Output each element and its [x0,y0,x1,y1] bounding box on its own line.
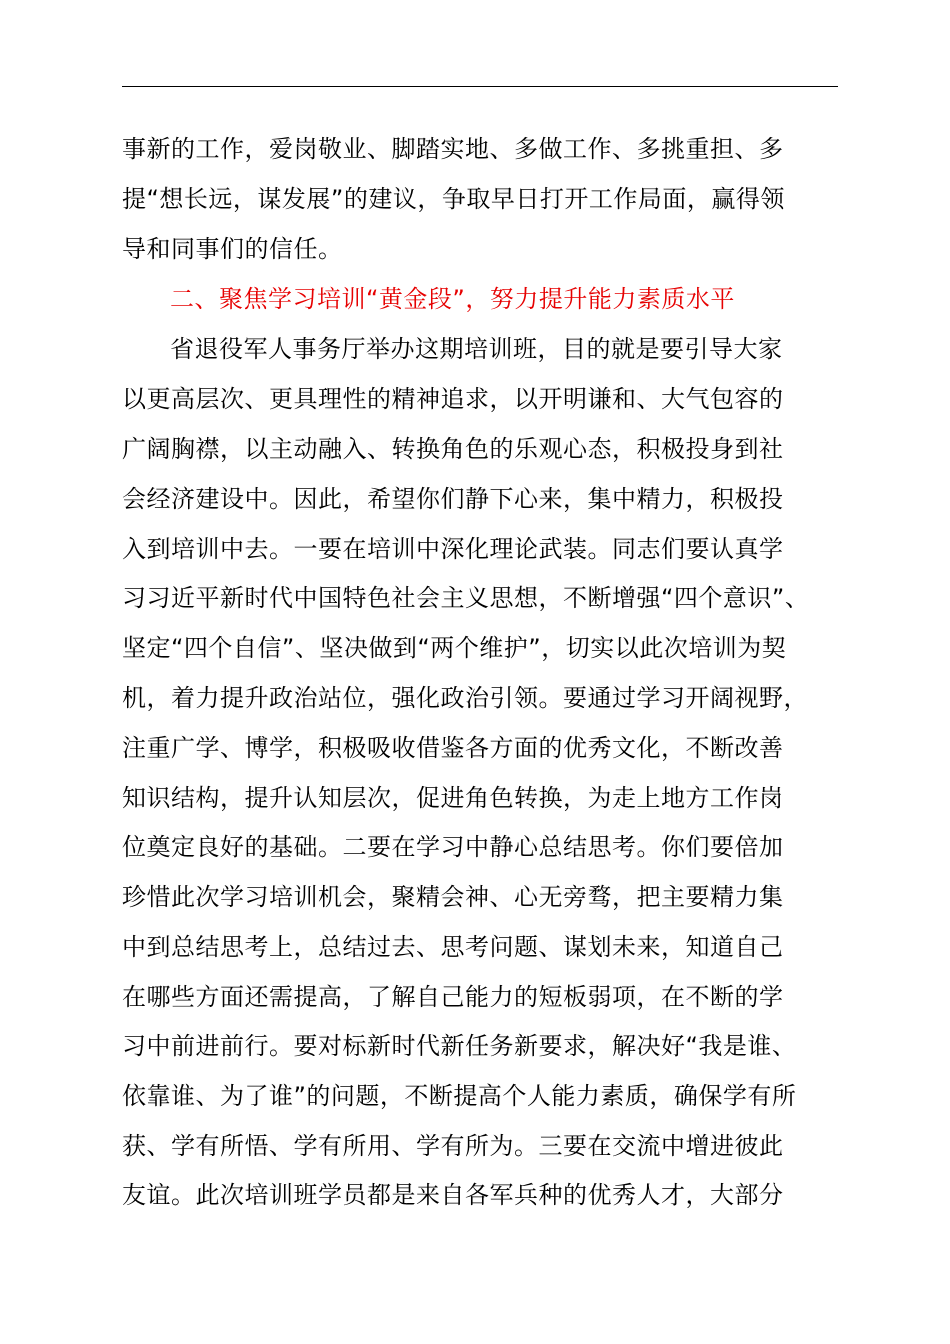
text-line: 知识结构，提升认知层次，促进角色转换，为走上地方工作岗 [122,784,784,812]
text-line: 导和同事们的信任。 [122,235,343,263]
text-line: 在哪些方面还需提高，了解自己能力的短板弱项，在不断的学 [122,983,784,1011]
text-line: 友谊。此次培训班学员都是来自各军兵种的优秀人才，大部分 [122,1181,784,1209]
text-line: 习习近平新时代中国特色社会主义思想，不断增强“四个意识”、 [122,584,810,612]
text-line: 事新的工作，爱岗敬业、脚踏实地、多做工作、多挑重担、多 [122,135,784,163]
text-line: 广阔胸襟，以主动融入、转换角色的乐观心态，积极投身到社 [122,435,784,463]
text-line: 以更高层次、更具理性的精神追求，以开明谦和、大气包容的 [122,385,784,413]
text-line: 获、学有所悟、学有所用、学有所为。三要在交流中增进彼此 [122,1132,784,1160]
text-line: 注重广学、博学，积极吸收借鉴各方面的优秀文化，不断改善 [122,734,784,762]
text-line: 入到培训中去。一要在培训中深化理论武装。同志们要认真学 [122,535,784,563]
text-line: 珍惜此次学习培训机会，聚精会神、心无旁骛，把主要精力集 [122,883,784,911]
text-line: 会经济建设中。因此，希望你们静下心来，集中精力，积极投 [122,485,784,513]
text-line: 习中前进前行。要对标新时代新任务新要求，解决好“我是谁、 [122,1032,797,1060]
text-line: 位奠定良好的基础。二要在学习中静心总结思考。你们要倍加 [122,833,784,861]
text-line: 坚定“四个自信”、坚决做到“两个维护”，切实以此次培训为契 [122,634,787,662]
text-line: 机，着力提升政治站位，强化政治引领。要通过学习开阔视野， [122,684,808,712]
text-line: 中到总结思考上，总结过去、思考问题、谋划未来，知道自己 [122,933,784,961]
text-line: 省退役军人事务厅举办这期培训班，目的就是要引导大家 [170,335,783,363]
text-line: 依靠谁、为了谁”的问题，不断提高个人能力素质，确保学有所 [122,1082,797,1110]
section-heading: 二、聚焦学习培训“黄金段”，努力提升能力素质水平 [170,285,735,313]
text-line: 提“想长远，谋发展”的建议，争取早日打开工作局面，赢得领 [122,185,785,213]
header-rule [122,86,838,87]
